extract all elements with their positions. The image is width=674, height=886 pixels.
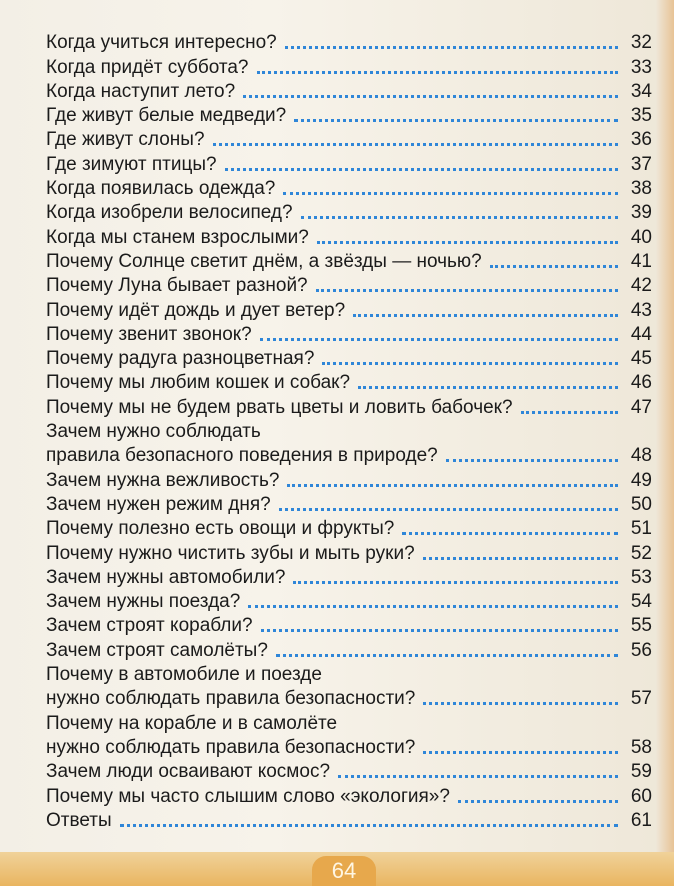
page-number: 64 (312, 856, 376, 886)
toc-entry (46, 565, 652, 589)
toc-entry (46, 273, 652, 297)
toc-entry (46, 516, 652, 540)
toc-entry (46, 710, 652, 734)
toc-entry-page: 51 (630, 518, 652, 540)
toc-entry-title: Зачем нужна вежливость? (46, 469, 280, 491)
toc-entry-title: Зачем люди осваивают космос? (46, 761, 331, 783)
toc-entry-page: 42 (630, 275, 652, 297)
toc-entry (46, 322, 652, 346)
leader-dots (301, 216, 618, 219)
toc-entry-title: Почему радуга разноцветная? (46, 348, 315, 370)
toc-entry-page: 56 (630, 639, 652, 661)
toc-entry-page: 50 (630, 493, 652, 515)
leader-dots (294, 119, 618, 122)
leader-dots (285, 46, 618, 49)
toc-entry-title: нужно соблюдать правила безопасности? (46, 736, 416, 758)
toc-entry (46, 662, 652, 686)
leader-dots (287, 484, 618, 487)
toc-entry-page: 44 (630, 323, 652, 345)
leader-dots (260, 338, 618, 341)
toc-entry-page: 49 (630, 469, 652, 491)
toc-entry-page: 38 (630, 178, 652, 200)
leader-dots (283, 192, 618, 195)
leader-dots (490, 265, 618, 268)
toc-entry-title: Где зимуют птицы? (46, 153, 217, 175)
toc-entry-page: 45 (630, 348, 652, 370)
toc-entry (46, 808, 652, 832)
leader-dots (423, 702, 618, 705)
toc-entry-title: Когда мы станем взрослыми? (46, 226, 309, 248)
toc-entry-title: Почему мы не будем рвать цветы и ловить бабочек? (46, 396, 513, 418)
toc-entry-page: 39 (630, 202, 652, 224)
toc-entry-page: 46 (630, 372, 652, 394)
toc-entry-title: правила безопасного поведения в природе? (46, 445, 438, 467)
toc-entry-page: 59 (630, 761, 652, 783)
toc-entry-title: Почему Солнце светит днём, а звёзды — ночью? (46, 250, 482, 272)
leader-dots (353, 314, 618, 317)
toc-entry (46, 54, 652, 78)
leader-dots (213, 143, 618, 146)
toc-entry-page: 41 (630, 250, 652, 272)
leader-dots (423, 557, 618, 560)
leader-dots (225, 168, 618, 171)
toc-entry-page: 58 (630, 736, 652, 758)
toc-entry (46, 589, 652, 613)
leader-dots (446, 459, 618, 462)
toc-entry-page: 40 (630, 226, 652, 248)
toc-entry-page: 36 (630, 129, 652, 151)
toc-entry-title: Когда изобрели велосипед? (46, 202, 293, 224)
toc-entry-title: Почему мы часто слышим слово «экология»? (46, 785, 450, 807)
toc-entry-title: Почему в автомобиле и поезде (46, 664, 322, 686)
toc-entry-page: 35 (630, 105, 652, 127)
toc-entry-page: 37 (630, 153, 652, 175)
toc-entry-title: Когда учиться интересно? (46, 32, 277, 54)
toc-entry-title: Почему на корабле и в самолёте (46, 712, 338, 734)
leader-dots (279, 508, 618, 511)
toc-entry-page: 34 (630, 80, 652, 102)
toc-entry-page: 57 (630, 688, 652, 710)
toc-entry-title: Зачем нужны автомобили? (46, 566, 286, 588)
leader-dots (276, 654, 618, 657)
toc-entry-title: Почему идёт дождь и дует ветер? (46, 299, 346, 321)
leader-dots (261, 629, 618, 632)
toc-entry (46, 467, 652, 491)
toc-entry-title: Почему нужно чистить зубы и мыть руки? (46, 542, 415, 564)
leader-dots (120, 824, 618, 827)
toc-entry (46, 759, 652, 783)
leader-dots (243, 95, 618, 98)
toc-entry (46, 686, 652, 710)
toc-entry-title: Зачем нужны поезда? (46, 591, 241, 613)
leader-dots (322, 362, 618, 365)
toc-entry (46, 103, 652, 127)
toc-entry-page: 52 (630, 542, 652, 564)
leader-dots (317, 241, 618, 244)
toc-entry (46, 540, 652, 564)
toc-entry-title: Где живут слоны? (46, 129, 205, 151)
leader-dots (402, 532, 618, 535)
leader-dots (458, 800, 618, 803)
toc-entry-page: 48 (630, 445, 652, 467)
toc-entry (46, 127, 652, 151)
toc-entry-title: Почему звенит звонок? (46, 323, 252, 345)
toc-entry-page: 55 (630, 615, 652, 637)
toc-entry-page: 33 (630, 56, 652, 78)
toc-entry (46, 346, 652, 370)
toc-entry (46, 370, 652, 394)
toc-entry (46, 249, 652, 273)
toc-entry (46, 419, 652, 443)
toc-entry (46, 613, 652, 637)
toc-entry (46, 783, 652, 807)
toc-entry (46, 30, 652, 54)
toc-entry-title: Почему полезно есть овощи и фрукты? (46, 518, 395, 540)
toc-entry (46, 637, 652, 661)
toc-entry-page: 61 (630, 809, 652, 831)
leader-dots (248, 605, 618, 608)
toc-entry-title: Ответы (46, 809, 112, 831)
toc-entry (46, 200, 652, 224)
toc-entry-page: 60 (630, 785, 652, 807)
page-edge-shadow (656, 0, 674, 886)
leader-dots (316, 289, 618, 292)
toc-entry (46, 394, 652, 418)
toc-entry-title: Зачем нужно соблюдать (46, 421, 261, 443)
toc-entry-page: 47 (630, 396, 652, 418)
table-of-contents (46, 30, 652, 832)
toc-entry-title: Когда наступит лето? (46, 80, 236, 102)
leader-dots (257, 71, 619, 74)
leader-dots (358, 386, 618, 389)
toc-entry (46, 224, 652, 248)
toc-entry-title: Почему мы любим кошек и собак? (46, 372, 351, 394)
toc-entry-title: Где живут белые медведи? (46, 105, 287, 127)
toc-entry-page: 43 (630, 299, 652, 321)
toc-entry-title: Зачем строят корабли? (46, 615, 253, 637)
toc-entry (46, 151, 652, 175)
toc-entry (46, 176, 652, 200)
toc-entry-page: 54 (630, 591, 652, 613)
toc-entry (46, 492, 652, 516)
toc-entry (46, 443, 652, 467)
leader-dots (423, 751, 618, 754)
toc-entry (46, 735, 652, 759)
toc-entry-title: Зачем строят самолёты? (46, 639, 268, 661)
leader-dots (338, 775, 618, 778)
toc-entry (46, 79, 652, 103)
toc-entry-title: Когда появилась одежда? (46, 178, 276, 200)
leader-dots (293, 581, 618, 584)
toc-entry-title: нужно соблюдать правила безопасности? (46, 688, 416, 710)
toc-entry-title: Когда придёт суббота? (46, 56, 249, 78)
toc-entry-page: 32 (630, 32, 652, 54)
toc-entry-page: 53 (630, 566, 652, 588)
toc-entry (46, 297, 652, 321)
toc-entry-title: Почему Луна бывает разной? (46, 275, 308, 297)
leader-dots (521, 411, 618, 414)
toc-entry-title: Зачем нужен режим дня? (46, 493, 271, 515)
